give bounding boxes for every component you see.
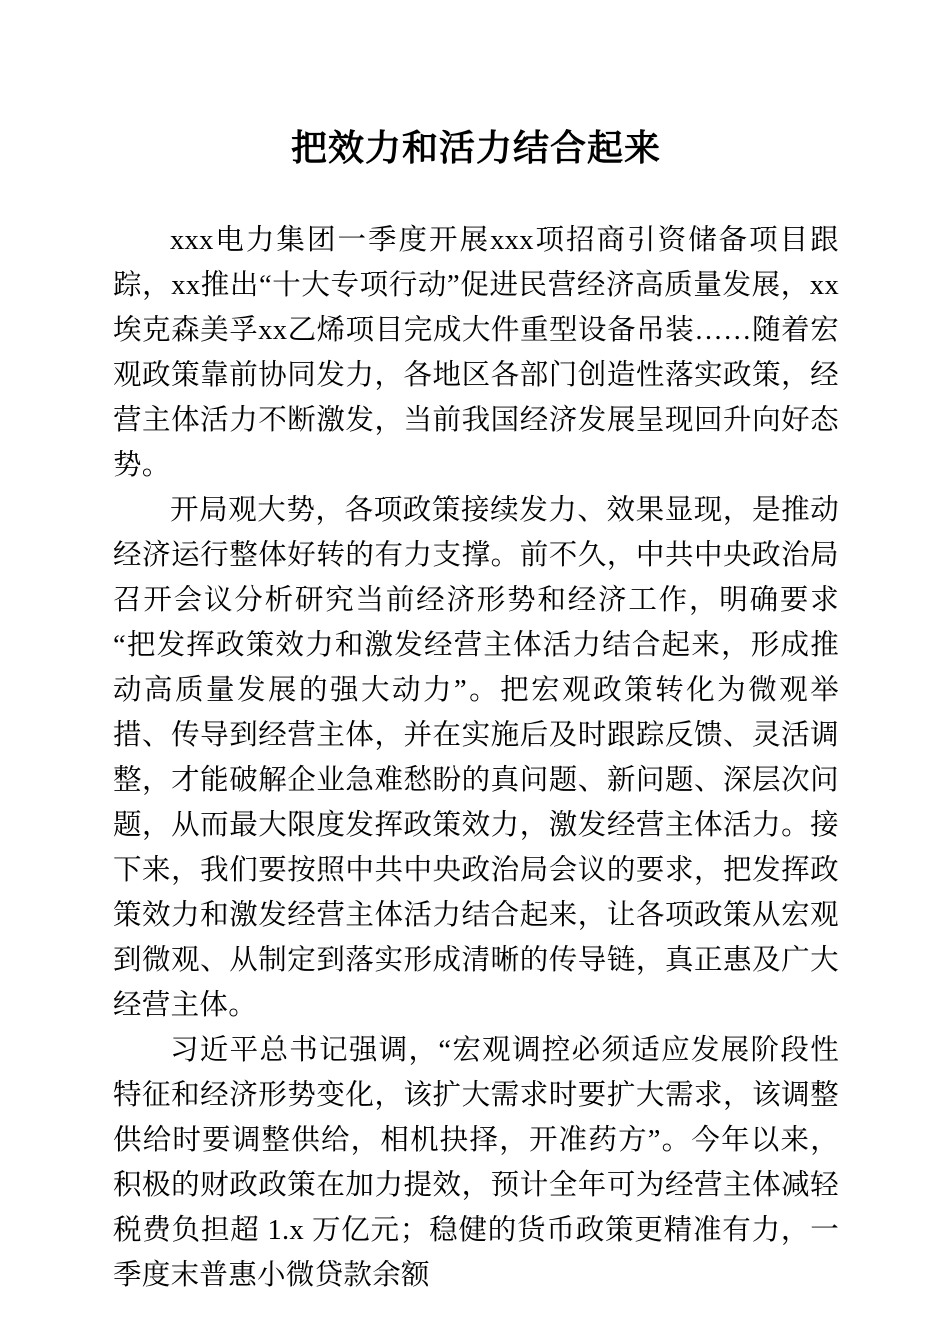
title-spacer xyxy=(113,170,839,218)
page-title: 把效力和活力结合起来 xyxy=(290,128,661,168)
body-paragraph-3: 习近平总书记强调，“宏观调控必须适应发展阶段性特征和经济形势变化，该扩大需求时要扩大需求，该调整供给时要调整供给，相机抉择，开准药方”。今年以来，积极的财政政策在加力提效，预计全年可为经营主体减轻税费负担超 1.x 万亿元；稳健的货币政策更精准有力，一季度末普惠小微贷款余额 xyxy=(113,1035,839,1291)
body-paragraph-2: 开局观大势，各项政策接续发力、效果显现，是推动经济运行整体好转的有力支撑。前不久，中共中央政治局召开会议分析研究当前经济形势和经济工作，明确要求“把发挥政策效力和激发经营主体活力结合起来，形成推动高质量发展的强大动力”。把宏观政策转化为微观举措、传导到经营主体，并在实施后及时跟踪反馈、灵活调整，才能破解企业急难愁盼的真问题、新问题、深层次问题，从而最大限度发挥政策效力，激发经营主体活力。接下来，我们要按照中共中央政治局会议的要求，把发挥政策效力和激发经营主体活力结合起来，让各项政策从宏观到微观、从制定到落实形成清晰的传导链，真正惠及广大经营主体。 xyxy=(113,495,839,1021)
body-paragraph-1: xxx电力集团一季度开展xxx项招商引资储备项目跟踪，xx推出“十大专项行动”促进民营经济高质量发展，xx埃克森美孚xx乙烯项目完成大件重型设备吊装……随着宏观政策靠前协同发力，各地区各部门创造性落实政策，经营主体活力不断激发，当前我国经济发展呈现回升向好态势。 xyxy=(113,225,839,481)
document-body xyxy=(113,0,839,1298)
